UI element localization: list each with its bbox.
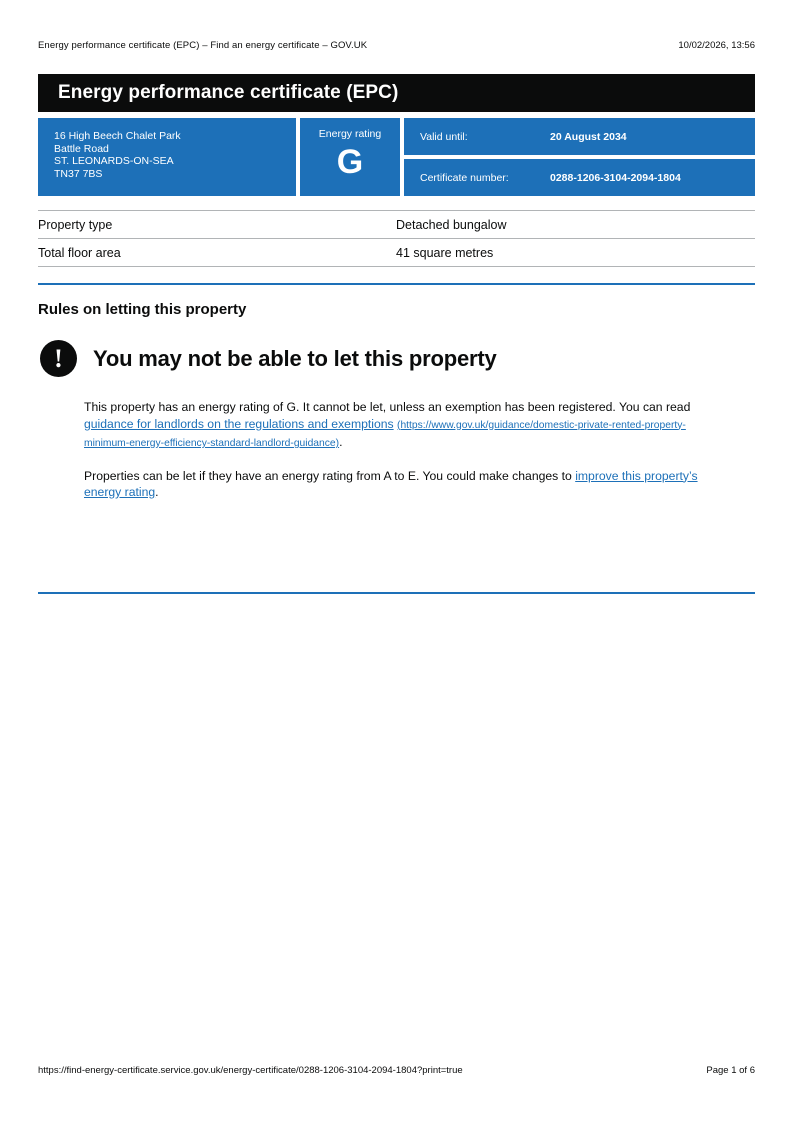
energy-rating-letter: G [336,143,364,181]
paragraph-1-text: This property has an energy rating of G. It cannot be let, unless an exemption has been registered. You can read [84,400,691,414]
page-title: Energy performance certificate (EPC) [58,82,399,103]
letting-paragraph-2 [84,468,715,501]
improve-rating-link[interactable]: improve this property’s energy rating [84,468,698,499]
print-header [38,0,755,51]
certificate-number-value: 0288-1206-3104-2094-1804 [550,171,681,184]
total-floor-area-value: 41 square metres [396,245,494,260]
valid-until-row [404,118,755,155]
property-address [38,118,296,196]
property-type-label: Property type [38,217,113,232]
letting-paragraph-1 [84,399,715,453]
paragraph-2-text: Properties can be let if they have an energy rating from A to E. You could make changes to [84,468,576,483]
property-details-table [38,210,755,267]
address-line-3: ST. LEONARDS-ON-SEA [54,155,174,167]
document-title-bar [38,74,755,112]
address-line-4: TN37 7BS [54,167,103,180]
paragraph-1-end: . [339,435,343,449]
page-footer [38,1065,755,1076]
total-floor-area-label: Total floor area [38,245,121,260]
print-header-timestamp: 10/02/2026, 13:56 [678,40,755,51]
certificate-summary [38,118,755,196]
section-divider-top [38,283,755,285]
landlord-guidance-link[interactable]: guidance for landlords on the regulations and exemptions [84,416,394,431]
table-row [38,211,755,239]
footer-url: https://find-energy-certificate.service.gov.uk/energy-certificate/0288-1206-3104-2094-1804?print=true [38,1065,463,1076]
valid-until-label: Valid until: [420,130,468,143]
section-divider-bottom [38,592,755,594]
energy-rating-badge [300,118,400,196]
letting-rules-body [84,399,715,501]
footer-page-number: Page 1 of 6 [706,1065,755,1076]
warning-heading: You may not be able to let this property [93,345,497,371]
certificate-number-label: Certificate number: [420,171,509,184]
property-type-value: Detached bungalow [396,217,507,232]
certificate-number-row [404,159,755,196]
address-line-2: Battle Road [54,142,109,155]
table-row [38,239,755,267]
warning-icon: ! [40,340,77,377]
paragraph-2-end: . [155,485,159,499]
section-heading-rules: Rules on letting this property [38,301,247,318]
energy-rating-label: Energy rating [318,128,382,140]
print-header-title: Energy performance certificate (EPC) – Find an energy certificate – GOV.UK [38,40,368,51]
valid-until-value: 20 August 2034 [550,130,627,143]
address-line-1: 16 High Beech Chalet Park [54,130,181,142]
certificate-meta [404,118,755,196]
letting-warning [38,340,755,377]
landlord-guidance-url: (https://www.gov.uk/guidance/domestic-private-rented-property-minimum-energy-efficiency-standard-landlord-guidance) [84,419,686,449]
